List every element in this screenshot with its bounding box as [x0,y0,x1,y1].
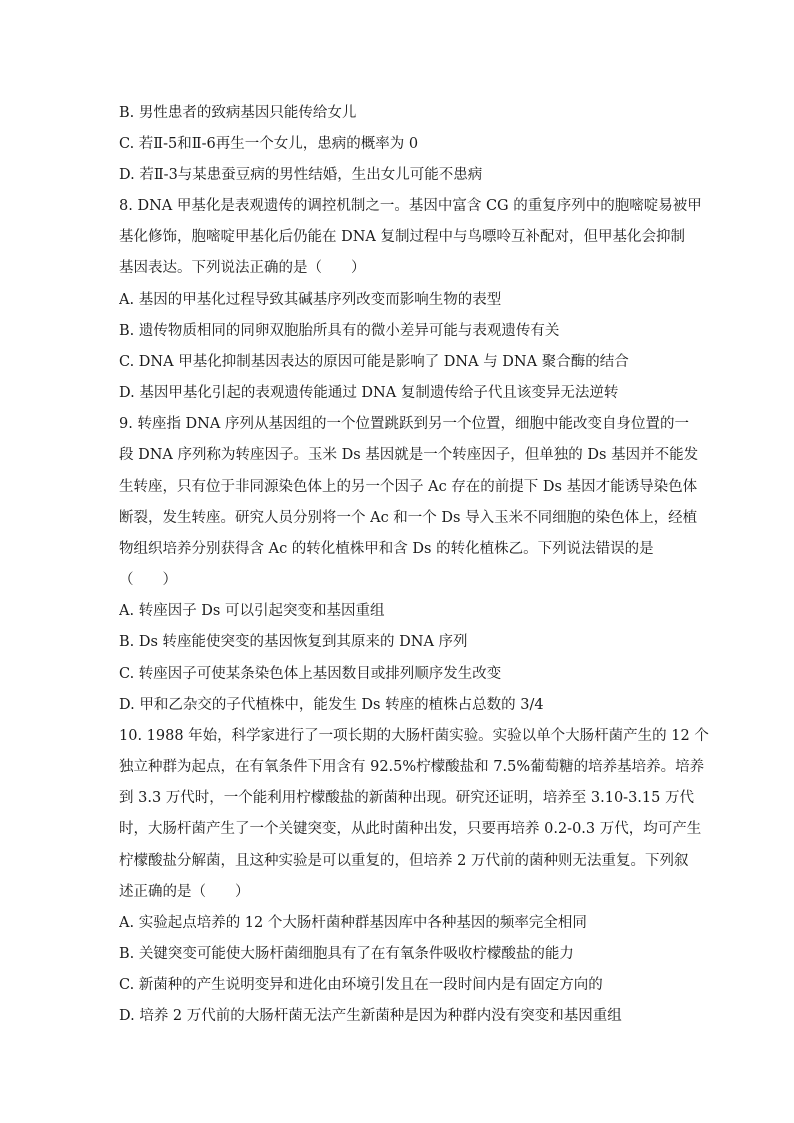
option-10c: C. 新菌种的产生说明变异和进化由环境引发且在一段时间内是有固定方向的 [119,977,603,993]
question-10-line-4: 时，大肠杆菌产生了一个关键突变，从此时菌种出发，只要再培养 0.2-0.3 万代，均可产生 [119,821,702,837]
option-9b: B. Ds 转座能使突变的基因恢复到其原来的 DNA 序列 [119,634,468,650]
question-8-line-3: 基因表达。下列说法正确的是（ ） [119,260,366,276]
option-9a: A. 转座因子 Ds 可以引起突变和基因重组 [119,603,385,619]
option-8b: B. 遗传物质相同的同卵双胞胎所具有的微小差异可能与表观遗传有关 [119,323,560,339]
option-7c: C. 若Ⅱ-5和Ⅱ-6再生一个女儿，患病的概率为 0 [119,136,419,152]
question-9-line-4: 断裂，发生转座。研究人员分别将一个 Ac 和一个 Ds 导入玉米不同细胞的染色体上，经植 [119,510,698,526]
question-8-line-1: 8. DNA 甲基化是表观遗传的调控机制之一。基因中富含 CG 的重复序列中的胞嘧啶易被甲 [119,198,702,214]
option-10b: B. 关键突变可能使大肠杆菌细胞具有了在有氧条件吸收柠檬酸盐的能力 [119,946,574,962]
question-10-line-2: 独立种群为起点，在有氧条件下用含有 92.5%柠檬酸盐和 7.5%葡萄糖的培养基培养。培养 [119,759,705,775]
option-7b: B. 男性患者的致病基因只能传给女儿 [119,105,357,121]
option-9c: C. 转座因子可使某条染色体上基因数目或排列顺序发生改变 [119,666,502,682]
option-9d: D. 甲和乙杂交的子代植株中，能发生 Ds 转座的植株占总数的 3/4 [119,697,544,713]
option-10d: D. 培养 2 万代前的大肠杆菌无法产生新菌种是因为种群内没有突变和基因重组 [119,1008,622,1024]
question-10-line-3: 到 3.3 万代时，一个能利用柠檬酸盐的新菌种出现。研究还证明，培养至 3.10-3.15 万代 [119,790,694,806]
question-9-line-3: 生转座，只有位于非同源染色体上的另一个因子 Ac 存在的前提下 Ds 基因才能诱导染色体 [119,479,698,495]
option-7d: D. 若Ⅱ-3与某患蚕豆病的男性结婚，生出女儿可能不患病 [119,167,483,183]
question-10-line-1: 10. 1988 年始，科学家进行了一项长期的大肠杆菌实验。实验以单个大肠杆菌产生的 12 个 [119,728,709,744]
option-8c: C. DNA 甲基化抑制基因表达的原因可能是影响了 DNA 与 DNA 聚合酶的结合 [119,354,629,370]
question-9-line-5: 物组织培养分别获得含 Ac 的转化植株甲和含 Ds 的转化植株乙。下列说法错误的是 [119,541,654,557]
question-9-line-2: 段 DNA 序列称为转座因子。玉米 Ds 基因就是一个转座因子，但单独的 Ds 基因并不能发 [119,447,699,463]
question-10-line-6: 述正确的是（ ） [119,884,250,900]
option-8a: A. 基因的甲基化过程导致其碱基序列改变而影响生物的表型 [119,292,502,308]
question-8-line-2: 基化修饰，胞嘧啶甲基化后仍能在 DNA 复制过程中与鸟嘌呤互补配对，但甲基化会抑制 [119,229,685,245]
option-8d: D. 基因甲基化引起的表观遗传能通过 DNA 复制遗传给子代且该变异无法逆转 [119,385,619,401]
question-10-line-5: 柠檬酸盐分解菌，且这种实验是可以重复的，但培养 2 万代前的菌种则无法重复。下列叙 [119,853,689,869]
question-9-line-6: （ ） [119,572,177,588]
option-10a: A. 实验起点培养的 12 个大肠杆菌种群基因库中各种基因的频率完全相同 [119,915,587,931]
question-9-line-1: 9. 转座指 DNA 序列从基因组的一个位置跳跃到另一个位置，细胞中能改变自身位置的一 [119,416,689,432]
